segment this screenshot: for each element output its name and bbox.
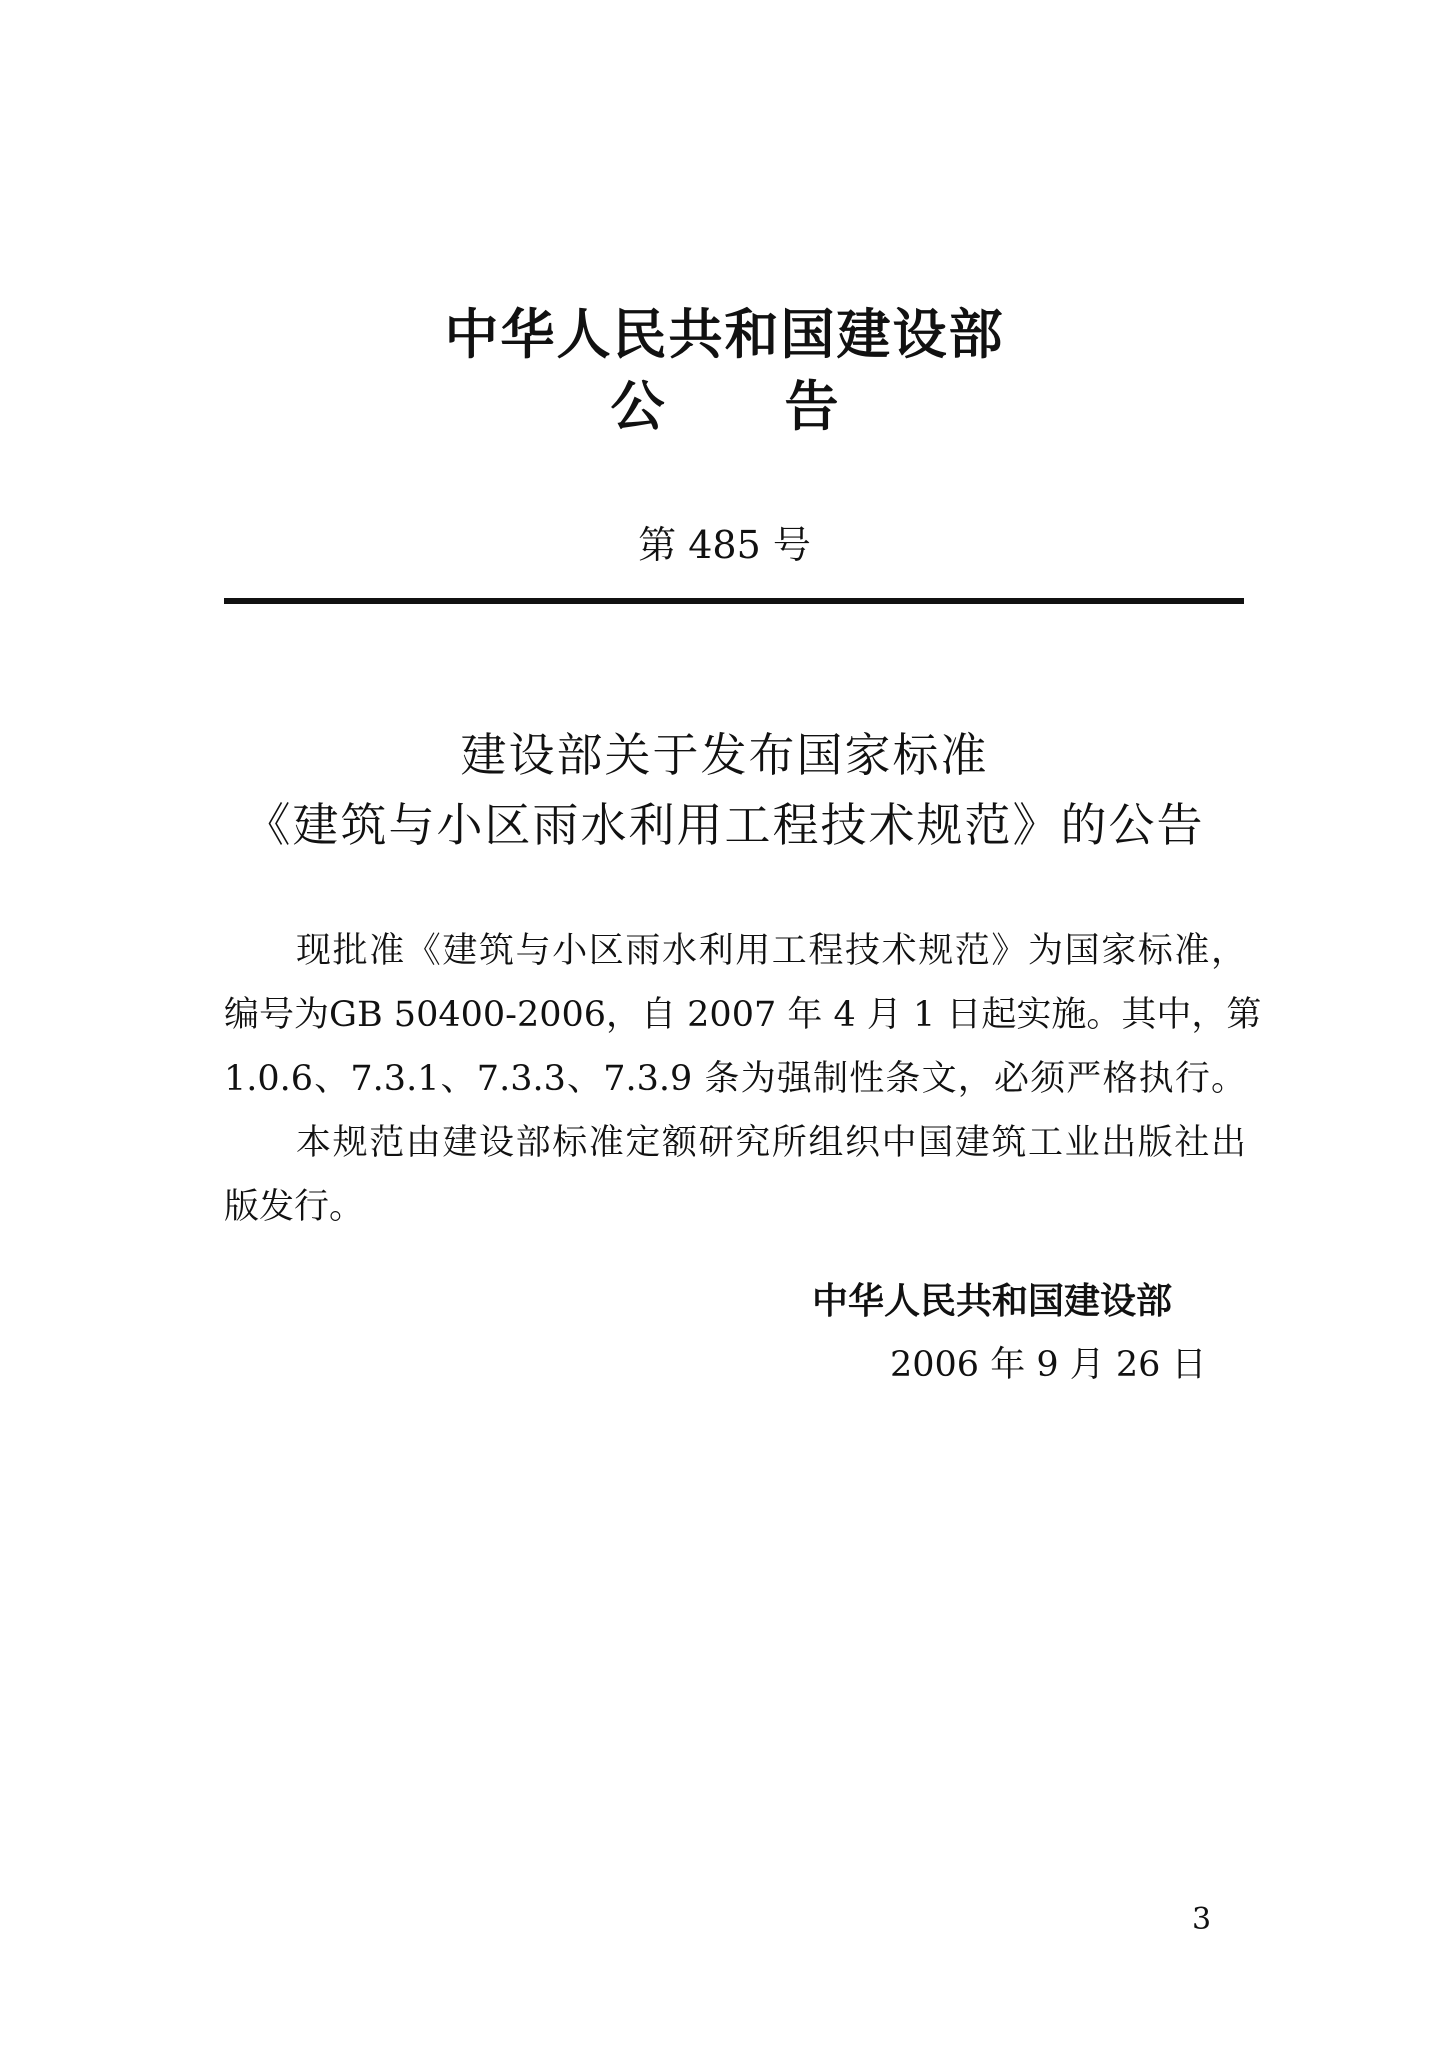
page-number: 3: [1192, 1902, 1212, 1937]
body-paragraph-2-line-2: 版发行。: [224, 1187, 365, 1227]
subject-line-1: 建设部关于发布国家标准: [460, 728, 989, 782]
subject-line-2: 《建筑与小区雨水利用工程技术规范》的公告: [244, 798, 1205, 852]
body-paragraph-1-line-1: 现批准《建筑与小区雨水利用工程技术规范》为国家标准，: [296, 931, 1246, 971]
document-number: 第 485 号: [638, 523, 811, 567]
body-paragraph-1-line-2: 编号为GB 50400-2006，自 2007 年 4 月 1 日起实施。其中，第: [224, 995, 1262, 1035]
body-paragraph-2-line-1: 本规范由建设部标准定额研究所组织中国建筑工业出版社出: [296, 1123, 1246, 1163]
signature-organization: 中华人民共和国建设部: [812, 1281, 1173, 1322]
header-divider: [224, 598, 1244, 604]
notice-label: 公告: [610, 375, 959, 438]
signature-date: 2006 年 9 月 26 日: [890, 1345, 1207, 1385]
body-paragraph-1-line-3: 1.0.6、7.3.1、7.3.3、7.3.9 条为强制性条文，必须严格执行。: [224, 1059, 1246, 1099]
issuer-title: 中华人民共和国建设部: [444, 303, 1005, 366]
